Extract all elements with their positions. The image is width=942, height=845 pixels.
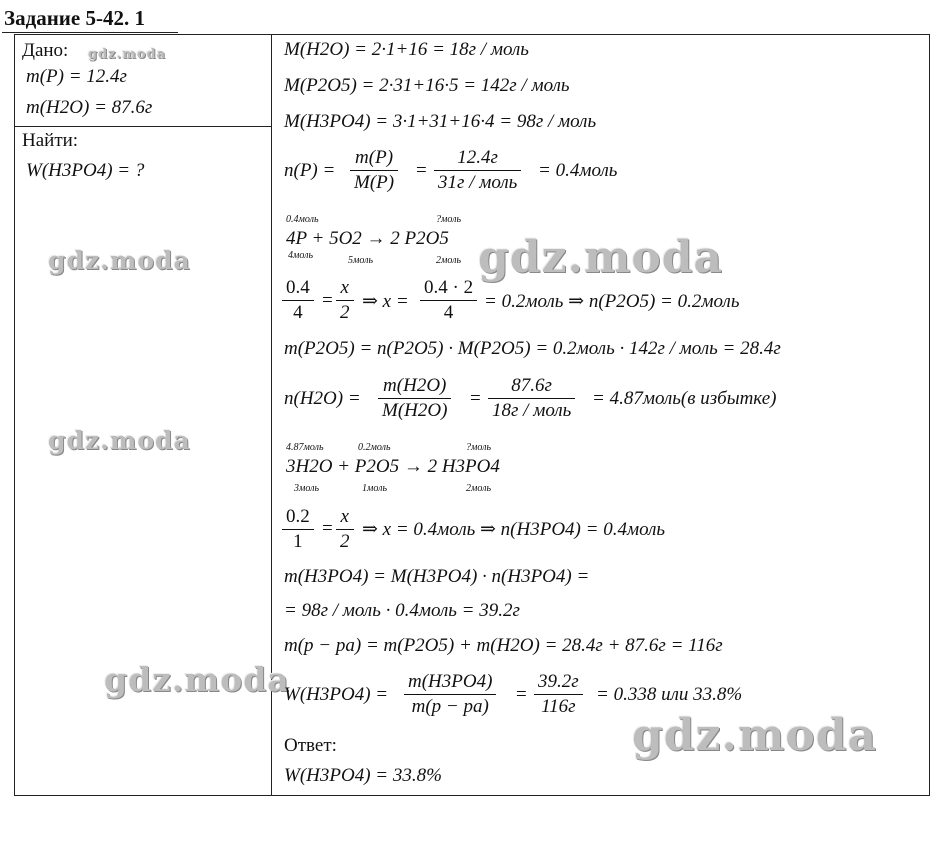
find-target: W(H3PO4) = ? — [26, 160, 145, 181]
task-title: Задание 5-42. 1 — [4, 6, 145, 30]
mass-solution: m(p − pa) = m(P2O5) + m(H2O) = 28.4г + 87.6г = 116г — [284, 635, 723, 656]
nh2o-num-2: 87.6г — [488, 374, 575, 399]
r2-below-p2o5: 1моль — [362, 483, 388, 494]
molar-mass-h2o: M(H2O) = 2·1+16 = 18г / моль — [284, 39, 529, 60]
nh2o-result: = 4.87моль(в избытке) — [592, 388, 777, 409]
answer-value: W(H3PO4) = 33.8% — [284, 765, 442, 786]
r1-below-p2o5: 2моль — [436, 255, 462, 266]
given-header: Дано: — [22, 40, 69, 61]
find-header: Найти: — [22, 130, 79, 151]
prop2-num-1: 0.2 — [282, 505, 314, 530]
given-mass-p: m(P) = 12.4г — [26, 66, 127, 87]
np-equals: = — [416, 160, 427, 181]
prop2-num-2: x — [336, 505, 354, 530]
np-fraction-2 — [434, 146, 521, 195]
given-mass-h2o: m(H2O) = 87.6г — [26, 97, 153, 118]
np-numerator-1: m(P) — [350, 146, 398, 171]
r2-below-h2o: 3моль — [294, 483, 320, 494]
prop1-den-1: 4 — [293, 302, 303, 323]
molar-mass-p2o5: M(P2O5) = 2·31+16·5 = 142г / моль — [284, 75, 570, 96]
prop1-equals: = — [322, 290, 333, 311]
w-den-2: 116г — [541, 696, 576, 717]
w-lhs: W(H3PO4) = — [284, 684, 389, 705]
nh2o-fraction-2 — [488, 374, 575, 423]
w-num-2: 39.2г — [534, 670, 583, 695]
prop1-fraction-1 — [282, 276, 314, 325]
r2-below-h3po4: 2моль — [466, 483, 492, 494]
r1-above-p2o5: ?моль — [436, 214, 462, 225]
w-fraction-2 — [534, 670, 583, 719]
watermark-left-1: gdz.moda — [48, 246, 191, 275]
prop2-equals: = — [322, 518, 333, 539]
w-equals: = — [516, 684, 527, 705]
np-fraction-1 — [350, 146, 398, 195]
prop1-fraction-3 — [420, 276, 477, 325]
r2-above-h3po4: ?моль — [466, 442, 492, 453]
prop2-den-1: 1 — [293, 531, 303, 552]
prop2-result: ⇒ x = 0.4моль ⇒ n(H3PO4) = 0.4моль — [362, 519, 666, 540]
reaction-2: 3H2O + P2O5 → 2 H3PO4 — [286, 456, 500, 477]
nh2o-lhs: n(H2O) = — [284, 388, 361, 409]
prop2-fraction-1 — [282, 505, 314, 554]
np-denominator-1: M(P) — [354, 172, 395, 193]
watermark-large-2: gdz.moda — [632, 710, 878, 761]
watermark-left-2: gdz.moda — [48, 426, 191, 455]
prop1-num-1: 0.4 — [282, 276, 314, 301]
prop2-fraction-2 — [336, 505, 354, 554]
prop1-den-3: 4 — [443, 302, 454, 323]
prop1-num-3: 0.4 · 2 — [420, 276, 477, 301]
w-fraction-1 — [404, 670, 496, 719]
nh2o-num-1: m(H2O) — [378, 374, 451, 399]
r1-above-p: 0.4моль — [286, 214, 319, 225]
w-result: = 0.338 или 33.8% — [596, 684, 743, 705]
r1-below-o2: 5моль — [348, 255, 374, 266]
title-underline — [2, 32, 178, 33]
w-den-1: m(p − pa) — [411, 696, 489, 717]
molar-mass-h3po4: M(H3PO4) = 3·1+31+16·4 = 98г / моль — [284, 111, 597, 132]
np-numerator-2: 12.4г — [434, 146, 521, 171]
prop1-mid: ⇒ x = — [362, 291, 409, 312]
np-denominator-2: 31г / моль — [438, 172, 518, 193]
given-find-divider — [14, 126, 272, 127]
watermark-small: gdz.moda — [88, 47, 167, 62]
reaction-1: 4P + 5O2 → 2 P2O5 — [286, 228, 449, 249]
nh2o-fraction-1 — [378, 374, 451, 423]
mass-h3po4-line-1: m(H3PO4) = M(H3PO4) · n(H3PO4) = — [284, 566, 590, 587]
answer-header: Ответ: — [284, 735, 337, 756]
nh2o-equals: = — [470, 388, 481, 409]
r2-above-p2o5: 0.2моль — [358, 442, 391, 453]
prop1-fraction-2 — [336, 276, 354, 325]
w-num-1: m(H3PO4) — [404, 670, 496, 695]
nh2o-den-1: M(H2O) — [382, 400, 448, 421]
np-result: = 0.4моль — [538, 160, 618, 181]
mass-p2o5: m(P2O5) = n(P2O5) · M(P2O5) = 0.2моль · 142г / моль = 28.4г — [284, 338, 781, 359]
prop1-num-2: x — [336, 276, 354, 301]
mass-h3po4-line-2: = 98г / моль · 0.4моль = 39.2г — [284, 600, 520, 621]
watermark-large-1: gdz.moda — [478, 232, 724, 283]
watermark-left-3: gdz.moda — [104, 660, 290, 699]
prop2-den-2: 2 — [340, 531, 350, 552]
np-lhs: n(P) = — [284, 160, 336, 181]
prop1-result: = 0.2моль ⇒ n(P2O5) = 0.2моль — [484, 291, 740, 312]
r2-above-h2o: 4.87моль — [286, 442, 324, 453]
r1-below-p: 4моль — [288, 250, 314, 261]
nh2o-den-2: 18г / моль — [492, 400, 572, 421]
prop1-den-2: 2 — [340, 302, 350, 323]
